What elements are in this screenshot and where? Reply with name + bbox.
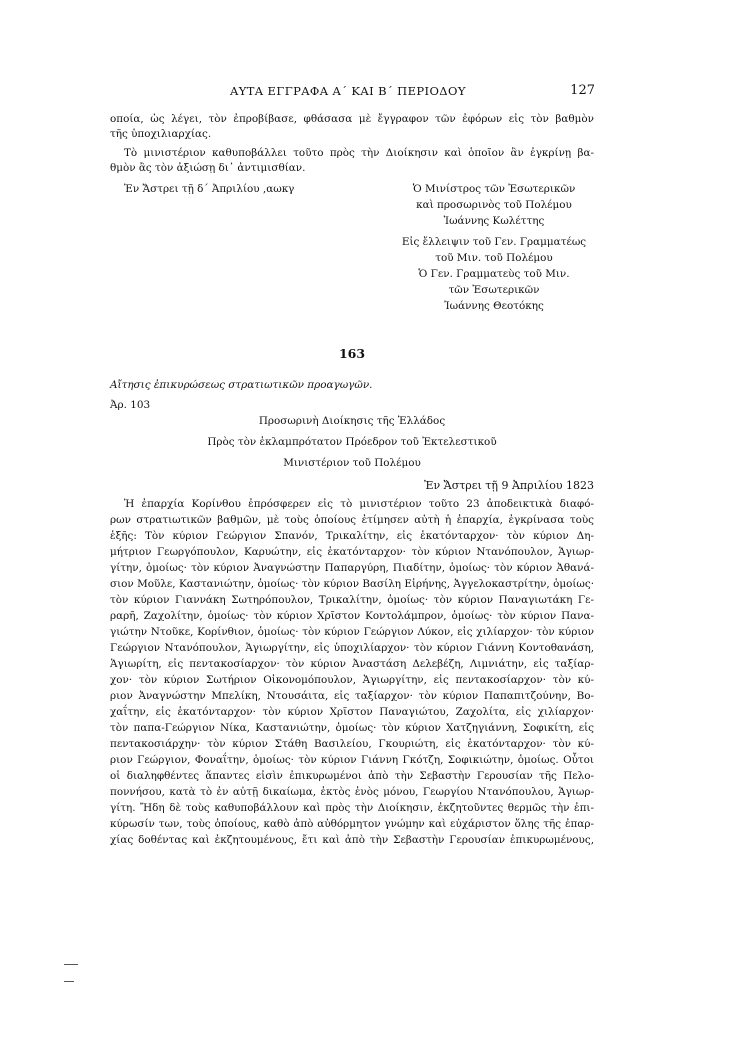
body-line: οἱ διαληφθέντες ἅπαντες εἰσὶν ἐπικυρωμένοι ἀπὸ τὴν Σεβαστὴν Γερουσίαν τῆς Πελο- — [110, 770, 594, 782]
running-title: ΑΥΤΑ ΕΓΓΡΑΦΑ Α΄ ΚΑΙ Β΄ ΠΕΡΙΟΔΟΥ — [230, 84, 466, 98]
addressee-line: Πρὸς τὸν ἐκλαμπρότατον Πρόεδρον τοῦ Ἐκτελεστικοῦ — [207, 436, 497, 448]
body-line: Ἡ ἐπαρχία Κορίνθου ἐπρόσφερεν εἰς τὸ μινιστέριον τοῦτο 23 ἀποδεικτικὰ διαφό- — [124, 498, 594, 510]
document-summary: Αἴτησις ἐπικυρώσεως στρατιωτικῶν προαγωγῶν. — [110, 379, 373, 391]
signature-line: Ὁ Μινίστρος τῶν Ἐσωτερικῶν — [412, 183, 576, 195]
body-line: σιον Μοῦλε, Καστανιώτην, ὁμοίως· τὸν κύριον Βασίλη Εἰρήνης, Ἀγγελοκαστρίτην, ὁμοίως· — [110, 578, 594, 590]
prev-para2-line2: θμὸν ἂς τὸν ἀξιώσῃ δι᾽ ἀντιμισθίαν. — [110, 162, 306, 174]
prev-place-date: Ἐν Ἄστρει τῇ δ΄ Ἀπριλίου ,αωκγ — [124, 183, 295, 195]
body-line: ποννήσου, κατὰ τὸ ἐν αὐτῇ δικαίωμα, ἐκτὸς ἑνὸς μόνου, Γεωργίου Ντανόπουλου, Ἁγιωρ- — [110, 786, 594, 798]
page-number: 127 — [570, 83, 595, 98]
signature-line: καὶ προσωρινὸς τοῦ Πολέμου — [416, 199, 572, 211]
addressee-line: Προσωρινὴ Διοίκησις τῆς Ἑλλάδος — [258, 415, 446, 427]
body-line: ἑξῆς: Τὸν κύριον Γεώργιον Σπανόν, Τρικαλίτην, εἰς ἑκατόνταρχον· τὸν κύριον Δη- — [110, 530, 594, 542]
signature-line: Ἰωάννης Θεοτόκης — [444, 300, 544, 312]
prev-para1-line2: τῆς ὑποχιλιαρχίας. — [110, 128, 212, 140]
signature-line: τῶν Ἐσωτερικῶν — [448, 284, 540, 296]
body-line: Γεώργιον Ντανόπουλον, Ἁγιωργίτην, εἰς ὑποχιλίαρχον· τὸν κύριον Γιάννη Κοντοθανάση, — [110, 642, 594, 654]
prev-para2-line1: Τὸ μινιστέριον καθυποβάλλει τοῦτο πρὸς τὴν Διοίκησιν καὶ ὁποῖον ἂν ἐγκρίνῃ βα- — [124, 147, 594, 159]
body-line: τὸν κύριον Γιαννάκη Σωτηρόπουλον, Τρικαλίτην, ὁμοίως· τὸν κύριον Παναγιωτάκη Γε- — [110, 594, 594, 606]
signature-line: Ἰωάννης Κωλέττης — [443, 215, 545, 227]
body-line: κύρωσίν των, τοὺς ὁποίους, καθὸ ἀπὸ αὐθόρμητον γνώμην καὶ εὐχάριστον ὅλης τῆς ἐπαρ- — [110, 818, 594, 830]
body-line: ριον Γεώργιον, Φοναΐτην, ὁμοίως· τὸν κύριον Γιάννη Γκότζη, Σοφικιώτην, ὁμοίως. Οὗτοι — [110, 754, 594, 766]
signature-line: Ὁ Γεν. Γραμματεὺς τοῦ Μιν. — [418, 268, 570, 280]
body-line: μήτριον Γεωργόπουλον, Καρυώτην, εἰς ἑκατόνταρχον· τὸν κύριον Ντανόπουλον, Ἁγιωρ- — [110, 546, 594, 558]
prev-para1-line1: οποία, ὡς λέγει, τὸν ἐπροβίβασε, φθάσασα μὲ ἔγγραφον τῶν ἐφόρων εἰς τὸν βαθμὸν — [110, 113, 594, 125]
body-line: Ἁγιωρίτη, εἰς πεντακοσίαρχον· τὸν κύριον Ἀναστάση Δελεβέζη, Λιμνιάτην, εἰς ταξίαρ- — [110, 658, 594, 670]
body-line: χαΐτην, εἰς ἑκατόνταρχον· τὸν κύριον Χρῖστον Παναγιώτου, Ζαχολίτα, εἰς χιλίαρχον· — [110, 706, 594, 718]
body-line: χον· τὸν κύριον Σωτήριον Οἰκονομόπουλον, Ἁγιωργίτην, εἰς πεντακοσίαρχον· τὸν κύ- — [110, 674, 594, 686]
running-header — [110, 84, 595, 102]
margin-mark — [64, 964, 78, 965]
body-line: πεντακοσιάρχην· τὸν κύριον Στάθη Βασιλείου, Γκουριώτη, εἰς ἑκατόνταρχον· τὸν κύ- — [110, 738, 594, 750]
body-line: ρων στρατιωτικῶν βαθμῶν, μὲ τοὺς ὁποίους ἐτίμησεν αὐτὴ ἡ ἐπαρχία, ἐγκρίνασα τοὺς — [110, 514, 594, 526]
body-line: τὸν παπα-Γεώργιον Νίκα, Καστανιώτην, ὁμοίως· τὸν κύριον Χατζηγιάννη, Σοφικίτη, εἰς — [110, 722, 594, 734]
body-line: γιώτην Ντοῦκε, Κορίνθιον, ὁμοίως· τὸν κύριον Γεώργιον Λύκον, εἰς χιλίαρχον· τὸν κύριον — [110, 626, 594, 638]
body-line: γίτη. Ἤδη δὲ τοὺς καθυποβάλλουν καὶ πρὸς τὴν Διοίκησιν, ἐκζητοῦντες θερμῶς τὴν ἐπι- — [110, 802, 594, 814]
signature-line: τοῦ Μιν. τοῦ Πολέμου — [435, 252, 553, 264]
body-line: χίας δοθέντας καὶ ἐκζητουμένους, ἔτι καὶ ἀπὸ τὴν Σεβαστὴν Γερουσίαν ἐπικυρωμένους, — [110, 834, 594, 846]
document-date: Ἐν Ἄστρει τῇ 9 Ἀπριλίου 1823 — [424, 479, 594, 492]
document-ref: Ἀρ. 103 — [110, 399, 151, 411]
addressee-line: Μινιστέριον τοῦ Πολέμου — [283, 457, 421, 469]
body-line: γίτην, ὁμοίως· τὸν κύριον Ἀναγνώστην Παπαργύρη, Πιαδίτην, ὁμοίως· τὸν κύριον Ἀθανά- — [110, 562, 594, 574]
document-number: 163 — [338, 346, 366, 361]
body-line: ραρῆ, Ζαχολίτην, ὁμοίως· τὸν κύριον Χρῖστον Κοντολάμπρον, ὁμοίως· τὸν κύριον Πανα- — [110, 610, 594, 622]
margin-mark — [64, 981, 74, 982]
body-line: ριον Ἀναγνώστην Μπελίκη, Ντουσάιτα, εἰς ταξίαρχον· τὸν κύριον Παπαπιτζούνην, Βο- — [110, 690, 594, 702]
signature-line: Εἰς ἔλλειψιν τοῦ Γεν. Γραμματέως — [401, 236, 587, 248]
